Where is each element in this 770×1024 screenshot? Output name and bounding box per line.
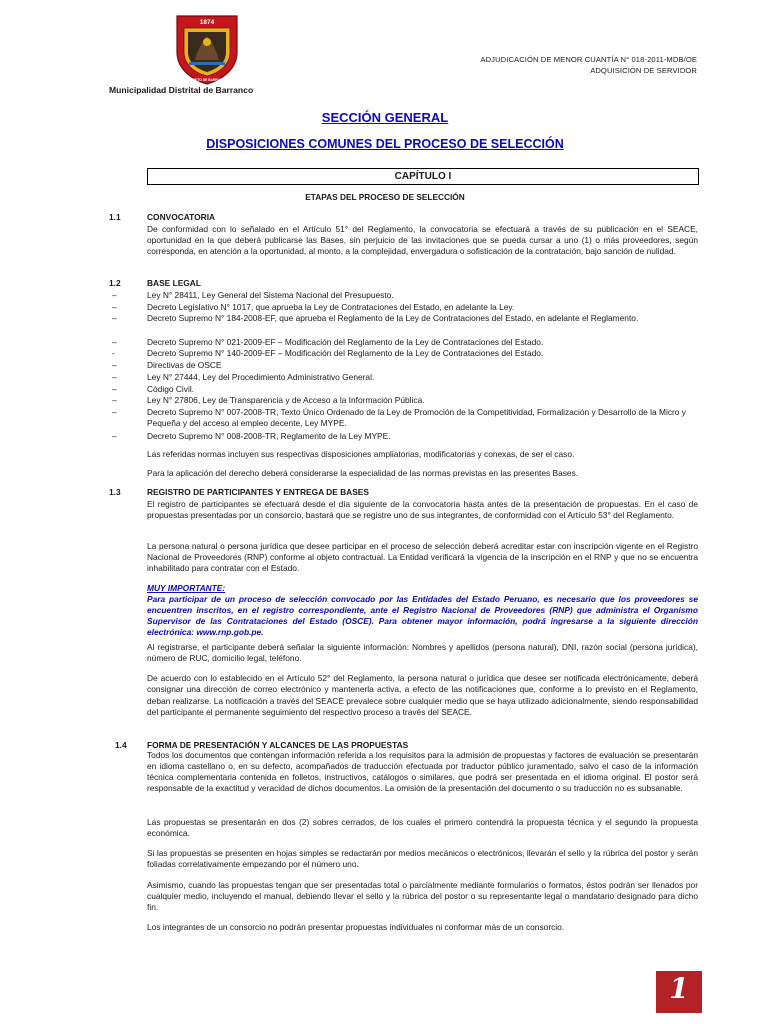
important-notice-text: Para participar de un proceso de selección convocado por las Entidades del Estado Peruano, es necesario que los proveedores se encuentren inscritos, en el registro correspondiente, ante el Registro Nacional de Proveedores (RNP) que administra el Organismo Supervisor de las Contrataciones del Estado (OSCE). Para obtener mayor información, podrá ingresarse a la siguiente dirección electrónica: www.rnp.gob.pe. (147, 594, 698, 637)
section-heading-forma-presentacion: FORMA DE PRESENTACIÓN Y ALCANCES DE LAS PROPUESTAS (147, 740, 409, 750)
section-subtitle: DISPOSICIONES COMUNES DEL PROCESO DE SELECCIÓN (206, 137, 564, 151)
reference-line-1: ADJUDICACIÓN DE MENOR CUANTÍA N° 018-2011-MDB/OE (480, 55, 697, 64)
list-bullet: – (112, 360, 117, 370)
list-bullet: – (112, 395, 117, 405)
section-heading-base-legal: BASE LEGAL (147, 278, 201, 288)
paragraph-presentacion-4: Asimismo, cuando las propuestas tengan que ser presentadas total o parcialmente mediante formularios o formatos, éstos podrán ser llenados por cualquier medio, incluyendo el manual, debiendo llevar el sello y la rúbrica del postor o su representante legal o mandatario designado para dicho fin. (147, 880, 698, 912)
section-title: SECCIÓN GENERAL (321, 110, 449, 125)
legal-basis-item: Decreto Supremo N° 140-2009-EF – Modificación del Reglamento de la Ley de Contrataciones del Estado. (147, 348, 544, 358)
paragraph-registro-4: De acuerdo con lo establecido en el Artículo 52° del Reglamento, la persona natural o jurídica que desee ser notificada electrónicamente, deberá consignar una dirección de correo electrónico y mantenerla activa, a efecto de las notificaciones que, conforme a lo previsto en el Reglamento, deban realizarse. La notificación a través del SEACE prevalece sobre cualquier medio que se haya utilizado adicionalmente, siendo responsabilidad del participante el permanente seguimiento del respectivo proceso a través del SEACE. (147, 673, 698, 717)
section-number-1-1: 1.1 (109, 212, 121, 222)
municipal-seal-logo (173, 12, 241, 86)
seal-caption: DISTRITO DE BARRANCO (186, 78, 228, 82)
list-bullet: – (112, 384, 117, 394)
section-heading-registro: REGISTRO DE PARTICIPANTES Y ENTREGA DE BASES (147, 487, 369, 497)
list-bullet: – (112, 302, 117, 312)
reference-line-2: ADQUISICIÓN DE SERVIDOR (590, 66, 697, 75)
legal-basis-item: Decreto Legislativo N° 1017, que aprueba la Ley de Contrataciones del Estado, en adelante la Ley. (147, 302, 515, 312)
legal-basis-item: Decreto Supremo N° 184-2008-EF, que aprueba el Reglamento de la Ley de Contrataciones del Estado, en adelante el Reglamento. (147, 313, 639, 323)
legal-basis-item: Directivas de OSCE (147, 360, 222, 370)
legal-basis-item: Decreto Supremo N° 007-2008-TR, Texto Único Ordenado de la Ley de Promoción de la Competitividad, Formalización y Desarrollo de la Micro y Pequeña y del acceso al empleo decente, Ley MYPE. (147, 407, 686, 428)
legal-basis-item: Decreto Supremo N° 008-2008-TR, Reglamento de la Ley MYPE. (147, 431, 391, 441)
paragraph-presentacion-2: Las propuestas se presentarán en dos (2) sobres cerrados, de los cuales el primero contendrá la propuesta técnica y el segundo la propuesta económica. (147, 817, 698, 838)
important-notice-heading: MUY IMPORTANTE: (147, 583, 226, 593)
list-bullet: - (112, 348, 115, 358)
paragraph-registro-2: La persona natural o persona jurídica que desee participar en el proceso de selección deberá acreditar estar con inscripción vigente en el Registro Nacional de Proveedores (RNP) conforme al objeto contractual. La Entidad verificará la vigencia de la inscripción en el RNP y que no se encuentra inhabilitado para contratar con el Estado. (147, 541, 698, 573)
legal-basis-item: Ley N° 27806, Ley de Transparencia y de Acceso a la Información Pública. (147, 395, 425, 405)
document-reference (480, 54, 697, 76)
section-number-1-4: 1.4 (115, 740, 127, 750)
paragraph-registro-1: El registro de participantes se efectuará desde el día siguiente de la convocatoria hasta antes de la presentación de propuestas. En el caso de propuestas presentadas por un consorcio, bastará que se registre uno de sus integrantes, de conformidad con el Artículo 53° del Reglamento. (147, 499, 698, 520)
list-bullet: – (112, 290, 117, 300)
paragraph-convocatoria: De conformidad con lo señalado en el Artículo 51° del Reglamento, la convocatoria se efectuará a través de su publicación en el SEACE, oportunidad en la que deberá publicarse las Bases, sin perjuicio de las invitaciones que se pueda cursar a uno (1) o más proveedores, según corresponda, en atención a la oportunidad, al monto, a la complejidad, envergadura o sofisticación de la contratación, bajo sanción de nulidad. (147, 224, 698, 256)
paragraph-base-legal-note-2: Para la aplicación del derecho deberá considerarse la especialidad de las normas previstas en las presentes Bases. (147, 468, 579, 478)
paragraph-base-legal-note-1: Las referidas normas incluyen sus respectivas disposiciones ampliatorias, modificatorias y conexas, de ser el caso. (147, 449, 575, 459)
list-bullet: – (112, 372, 117, 382)
section-heading-convocatoria: CONVOCATORIA (147, 212, 216, 222)
important-notice (147, 583, 698, 638)
section-number-1-2: 1.2 (109, 278, 121, 288)
list-bullet: – (112, 337, 117, 347)
paragraph-presentacion-3: Si las propuestas se presenten en hojas simples se redactarán por medios mecánicos o electrónicos, llevarán el sello y la rúbrica del postor y serán foliadas correlativamente empezando por el número uno. (147, 848, 698, 869)
list-bullet: – (112, 431, 117, 441)
legal-basis-item: Ley N° 28411, Ley General del Sistema Nacional del Presupuesto. (147, 290, 394, 300)
list-bullet: – (112, 407, 117, 417)
legal-basis-item: Decreto Supremo N° 021-2009-EF – Modificación del Reglamento de la Ley de Contrataciones del Estado. (147, 337, 544, 347)
legal-basis-item: Ley N° 27444, Ley del Procedimiento Administrativo General. (147, 372, 375, 382)
paragraph-presentacion-1: Todos los documentos que contengan información referida a los requisitos para la admisión de propuestas y factores de evaluación se presentarán en idioma castellano o, en su defecto, acompañados de traducción efectuada por traductor público juramentado, salvo el caso de la información técnica complementaria contenida en folletos, instructivos, catálogos o similares, que podrá ser presentada en el idioma original. El postor será responsable de la exactitud y veracidad de dichos documentos. La omisión de la presentación del documento o su traducción no es subsanable. (147, 750, 698, 793)
list-bullet: – (112, 313, 117, 323)
paragraph-presentacion-5: Los integrantes de un consorcio no podrán presentar propuestas individuales ni conformar más de un consorcio. (147, 922, 565, 932)
municipality-name: Municipalidad Distrital de Barranco (109, 85, 254, 95)
page-number: 1 (669, 972, 689, 1005)
legal-basis-item: Código Civil. (147, 384, 195, 394)
seal-year: 1874 (199, 19, 215, 26)
chapter-heading: CAPÍTULO I (147, 168, 699, 185)
stages-heading: ETAPAS DEL PROCESO DE SELECCIÓN (305, 192, 465, 202)
paragraph-registro-3: Al registrarse, el participante deberá señalar la siguiente información: Nombres y apellidos (persona natural), DNI, razón social (persona jurídica), número de RUC, domicilio legal, teléfono. (147, 642, 698, 663)
section-number-1-3: 1.3 (109, 487, 121, 497)
